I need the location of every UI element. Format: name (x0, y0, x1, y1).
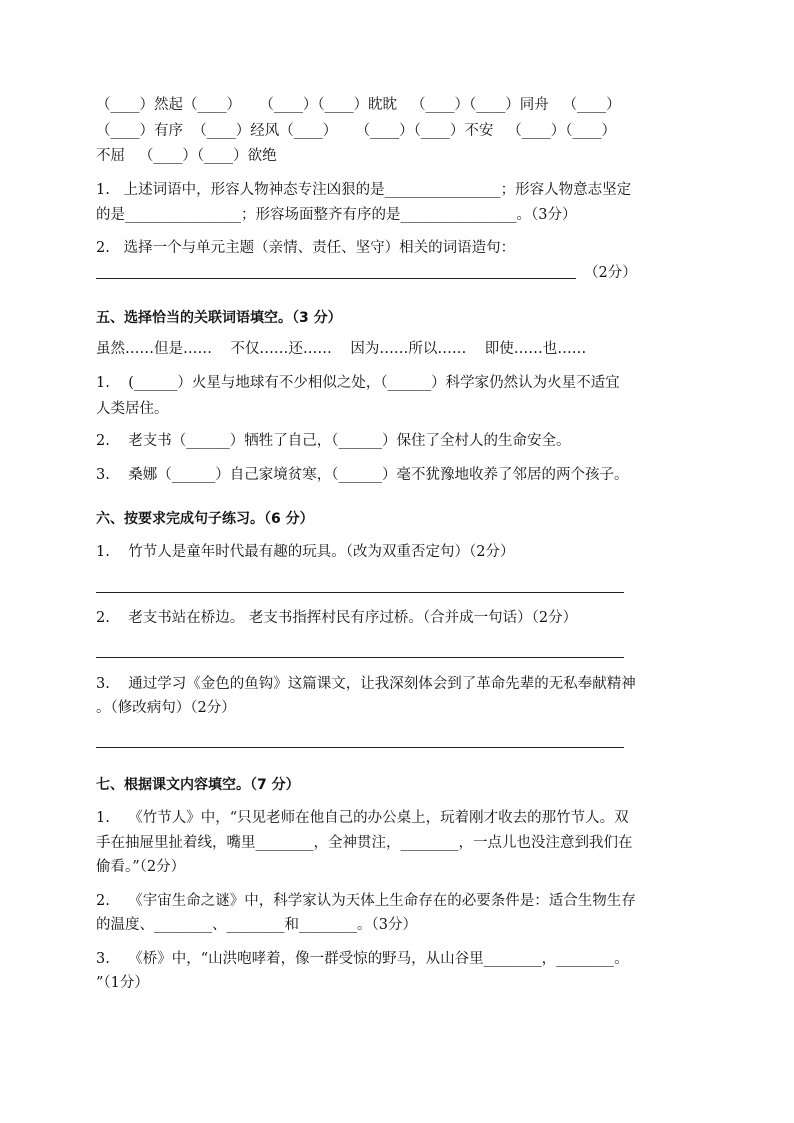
section-7-item-3-line-1: 3. 《桥》中，“山洪咆哮着，像一群受惊的野马，从山谷里________，________。 (96, 951, 629, 967)
section-6-item-2: 2. 老支书站在桥边。 老支书指挥村民有序过桥。（合并成一句话）（2分） (96, 610, 578, 626)
idiom-row-2: （____）有序 （____）经风（____） （____）（____）不安 （____）（____） (96, 123, 616, 139)
question-2-prompt: 2. 选择一个与单元主题（亲情、责任、坚守）相关的词语造句： (96, 240, 516, 256)
idiom-row-3: 不屈 （____）（____）欲绝 (96, 148, 277, 164)
answer-line[interactable] (96, 592, 624, 593)
answer-line[interactable] (96, 657, 624, 658)
question-1-line-1: 1. 上述词语中，形容人物神态专注凶狠的是________________；形容人物意志坚定 (96, 182, 632, 198)
section-6-item-3-line-2: 。（修改病句）（2分） (96, 700, 236, 716)
answer-line[interactable] (96, 747, 624, 748)
section-7-item-1-line-2: 手在抽屉里扯着线，嘴里________，全神贯注，________，一点儿也没注意到我们在 (96, 835, 633, 851)
question-1-line-2: 的是________________；形容场面整齐有序的是________________。（3分） (96, 207, 577, 223)
section-5-item-2: 2. 老支书（______）牺牲了自己，（______）保住了全村人的生命安全。 (96, 433, 571, 449)
section-5-item-1-line-1: 1. (______）火星与地球有不少相似之处，（______）科学家仍然认为火星不适宜 (96, 375, 620, 391)
section-7-item-2-line-1: 2. 《宇宙生命之谜》中，科学家认为天体上生命存在的必要条件是：适合生物生存 (96, 893, 636, 909)
section-7-item-2-line-2: 的温度、________、________和________。（3分） (96, 917, 417, 933)
section-5-item-1-line-2: 人类居住。 (96, 401, 169, 417)
section-6-title: 六、按要求完成句子练习。（6 分） (96, 511, 314, 527)
question-2-score: （2分） (584, 265, 637, 281)
section-7-item-1-line-1: 1. 《竹节人》中，“只见老师在他自己的办公桌上，玩着刚才收去的那竹节人。双 (96, 810, 629, 826)
section-6-item-3-line-1: 3. 通过学习《金色的鱼钩》这篇课文，让我深刻体会到了革命先辈的无私奉献精神 (96, 676, 636, 692)
section-7-item-3-line-2: ”（1分） (96, 975, 149, 991)
section-6-item-1: 1. 竹节人是童年时代最有趣的玩具。（改为双重否定句）（2分） (96, 544, 515, 560)
section-7-title: 七、根据课文内容填空。（7 分） (96, 777, 300, 793)
answer-line[interactable] (96, 278, 576, 279)
section-5-title: 五、选择恰当的关联词语填空。（3 分） (96, 310, 342, 326)
section-7-item-1-line-3: 偷看。”（2分） (96, 859, 186, 875)
conjunction-options: 虽然……但是…… 不仅……还…… 因为……所以…… 即使……也…… (96, 341, 587, 357)
idiom-row-1: （____）然起（____） （____）（____）眈眈 （____）（____）同舟 （____） (96, 97, 621, 113)
section-5-item-3: 3. 桑娜（______）自己家境贫寒，（______）毫不犹豫地收养了邻居的两个孩子。 (96, 467, 629, 483)
